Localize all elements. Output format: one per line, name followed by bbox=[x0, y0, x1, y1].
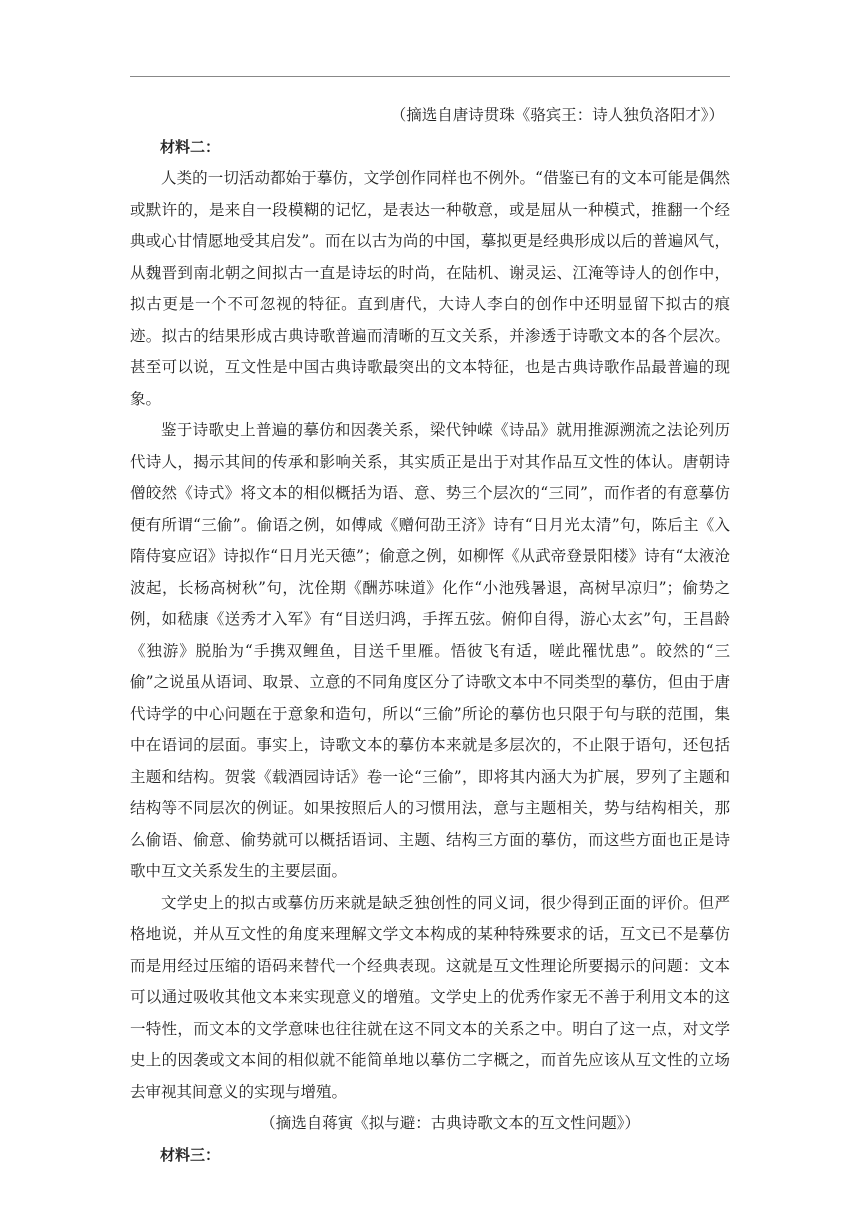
paragraph-1: 人类的一切活动都始于摹仿，文学创作同样也不例外。“借鉴已有的文本可能是偶然或默许的，是来自一段模糊的记忆，是表达一种敬意，或是屈从一种模式，推翻一个经典或心甘情愿地受其启发”。而在以古为尚的中国，摹拟更是经典形成以后的普遍风气，从魏晋到南北朝之间拟古一直是诗坛的时尚，在陆机、谢灵运、江淹等诗人的创作中，拟古更是一个不可忽视的特征。直到唐代，大诗人李白的创作中还明显留下拟古的痕迹。拟古的结果形成古典诗歌普遍而清晰的互文关系，并渗透于诗歌文本的各个层次。甚至可以说，互文性是中国古典诗歌最突出的文本特征，也是古典诗歌作品最普遍的现象。 bbox=[130, 169, 730, 408]
paragraph-2: 鉴于诗歌史上普遍的摹仿和因袭关系，梁代钟嵘《诗品》就用推源溯流之法论列历代诗人，揭示其间的传承和影响关系，其实质正是出于对其作品互文性的体认。唐朝诗僧皎然《诗式》将文本的相似概括为语、意、势三个层次的“三同”，而作者的有意摹仿便有所谓“三偷”。偷语之例，如傅咸《赠何劭王济》诗有“日月光太清”句，陈后主《入隋侍宴应诏》诗拟作“日月光天德”；偷意之例，如柳恽《从武帝登景阳楼》诗有“太液沧波起，长杨高树秋”句，沈佺期《酬苏味道》化作“小池残暑退，高树早凉归”；偷势之例，如嵇康《送秀才入军》有“目送归鸿，手挥五弦。俯仰自得，游心太玄”句，王昌龄《独游》脱胎为“手携双鲤鱼，目送千里雁。悟彼飞有适，嗟此罹忧患”。皎然的“三偷”之说虽从语词、取景、立意的不同角度区分了诗歌文本中不同类型的摹仿，但由于唐代诗学的中心问题在于意象和造句，所以“三偷”所论的摹仿也只限于句与联的范围，集中在语词的层面。事实上，诗歌文本的摹仿本来就是多层次的，不止限于语句，还包括主题和结构。贺裳《载酒园诗话》卷一论“三偷”，即将其内涵大为扩展，罗列了主题和结构等不同层次的例证。如果按照后人的习惯用法，意与主题相关，势与结构相关，那么偷语、偷意、偷势就可以概括语词、主题、结构三方面的摹仿，而这些方面也正是诗歌中互文关系发生的主要层面。 bbox=[130, 421, 730, 880]
section-heading-material-2: 材料二： bbox=[160, 137, 221, 156]
section-heading-material-3: 材料三： bbox=[160, 1145, 221, 1164]
header-rule bbox=[130, 76, 730, 77]
paragraph-3: 文学史上的拟古或摹仿历来就是缺乏独创性的同义词，很少得到正面的评价。但严格地说，并从互文性的角度来理解文学文本构成的某种特殊要求的话，互文已不是摹仿而是用经过压缩的语码来替代一个经典表现。这就是互文性理论所要揭示的问题：文本可以通过吸收其他文本来实现意义的增殖。文学史上的优秀作家无不善于利用文本的这一特性，而文本的文学意味也往往就在这不同文本的关系之中。明白了这一点，对文学史上的因袭或文本间的相似就不能简单地以摹仿二字概之，而首先应该从互文性的立场去审视其间意义的实现与增殖。 bbox=[130, 893, 730, 1101]
source-citation-1: （摘选自唐诗贯珠《骆宾王：诗人独负洛阳才》） bbox=[390, 106, 724, 124]
source-citation-2: （摘选自蒋寅《拟与避：古典诗歌文本的互文性问题》） bbox=[260, 1114, 640, 1132]
document-body bbox=[130, 100, 730, 1171]
